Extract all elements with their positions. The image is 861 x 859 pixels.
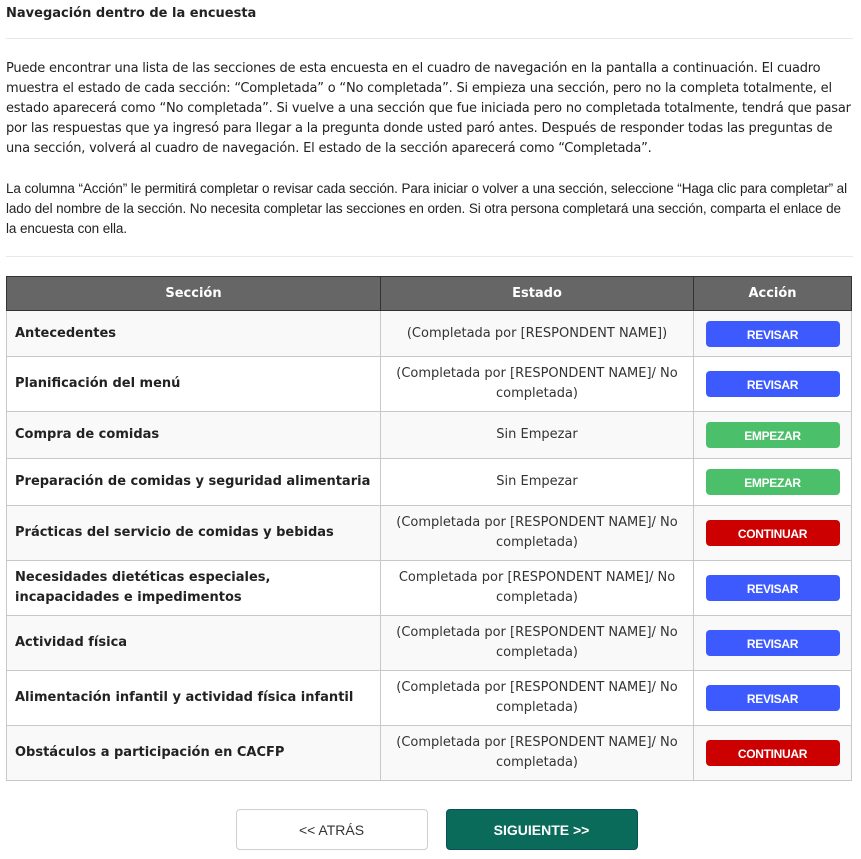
action-cell bbox=[694, 616, 852, 671]
section-status: Sin Empezar bbox=[381, 412, 694, 459]
table-row bbox=[7, 412, 852, 459]
section-name: Necesidades dietéticas especiales, incapacidades e impedimentos bbox=[7, 561, 381, 616]
section-name: Alimentación infantil y actividad física infantil bbox=[7, 671, 381, 726]
action-button-revisar[interactable]: REVISAR bbox=[706, 575, 840, 601]
table-row bbox=[7, 726, 852, 781]
next-button[interactable]: SIGUIENTE >> bbox=[446, 809, 638, 850]
section-name: Compra de comidas bbox=[7, 412, 381, 459]
header-section: Sección bbox=[7, 277, 381, 311]
section-status: (Completada por [RESPONDENT NAME]/ No completada) bbox=[381, 726, 694, 781]
table-header-row bbox=[7, 277, 852, 311]
section-status: Sin Empezar bbox=[381, 459, 694, 506]
navigation-buttons bbox=[6, 809, 853, 850]
table-row bbox=[7, 506, 852, 561]
back-button[interactable]: << ATRÁS bbox=[236, 809, 428, 850]
section-name: Antecedentes bbox=[7, 311, 381, 357]
table-row bbox=[7, 459, 852, 506]
divider bbox=[6, 256, 853, 257]
section-status: (Completada por [RESPONDENT NAME]) bbox=[381, 311, 694, 357]
section-status: Completada por [RESPONDENT NAME]/ No completada) bbox=[381, 561, 694, 616]
table-row bbox=[7, 616, 852, 671]
instructions-paragraph-1: Puede encontrar una lista de las secciones de esta encuesta en el cuadro de navegación en la pantalla a continuación. El cuadro muestra el estado de cada sección: “Completada” o “No completada”. Si empieza una sección, pero no la completa totalmente, el estado aparecerá como “No completada”. Si vuelve a una sección que fue iniciada pero no completada totalmente, tendrá que pasar por las respuestas que ya ingresó para llegar a la pregunta donde usted paró antes. Después de responder todas las preguntas de una sección, volverá al cuadro de navegación. El estado de la sección aparecerá como “Completada”. bbox=[6, 61, 851, 156]
header-action: Acción bbox=[694, 277, 852, 311]
action-button-revisar[interactable]: REVISAR bbox=[706, 685, 840, 711]
action-button-empezar[interactable]: EMPEZAR bbox=[706, 422, 840, 448]
section-status: (Completada por [RESPONDENT NAME]/ No completada) bbox=[381, 671, 694, 726]
section-name: Planificación del menú bbox=[7, 357, 381, 412]
table-row bbox=[7, 311, 852, 357]
action-button-revisar[interactable]: REVISAR bbox=[706, 630, 840, 656]
action-cell bbox=[694, 311, 852, 357]
action-cell bbox=[694, 726, 852, 781]
section-name: Prácticas del servicio de comidas y bebidas bbox=[7, 506, 381, 561]
section-name: Actividad física bbox=[7, 616, 381, 671]
header-status: Estado bbox=[381, 277, 694, 311]
action-button-continuar[interactable]: CONTINUAR bbox=[706, 520, 840, 546]
section-status: (Completada por [RESPONDENT NAME]/ No completada) bbox=[381, 616, 694, 671]
section-status: (Completada por [RESPONDENT NAME]/ No completada) bbox=[381, 506, 694, 561]
section-name: Preparación de comidas y seguridad alimentaria bbox=[7, 459, 381, 506]
instructions-paragraph-2: La columna “Acción” le permitirá completar o revisar cada sección. Para iniciar o volver a una sección, seleccione “Haga clic para completar” al lado del nombre de la sección. No necesita completar las secciones en orden. Si otra persona completará una sección, comparta el enlace de la encuesta con ella. bbox=[6, 181, 847, 236]
table-row bbox=[7, 671, 852, 726]
sections-table bbox=[6, 276, 852, 781]
page-title: Navegación dentro de la encuesta bbox=[6, 0, 853, 39]
section-name: Obstáculos a participación en CACFP bbox=[7, 726, 381, 781]
action-cell bbox=[694, 357, 852, 412]
action-cell bbox=[694, 671, 852, 726]
action-cell bbox=[694, 506, 852, 561]
instructions bbox=[6, 39, 853, 239]
table-row bbox=[7, 561, 852, 616]
action-button-revisar[interactable]: REVISAR bbox=[706, 321, 840, 347]
action-button-revisar[interactable]: REVISAR bbox=[706, 371, 840, 397]
action-cell bbox=[694, 459, 852, 506]
table-row bbox=[7, 357, 852, 412]
action-cell bbox=[694, 412, 852, 459]
action-button-continuar[interactable]: CONTINUAR bbox=[706, 740, 840, 766]
section-status: (Completada por [RESPONDENT NAME]/ No completada) bbox=[381, 357, 694, 412]
action-cell bbox=[694, 561, 852, 616]
action-button-empezar[interactable]: EMPEZAR bbox=[706, 469, 840, 495]
